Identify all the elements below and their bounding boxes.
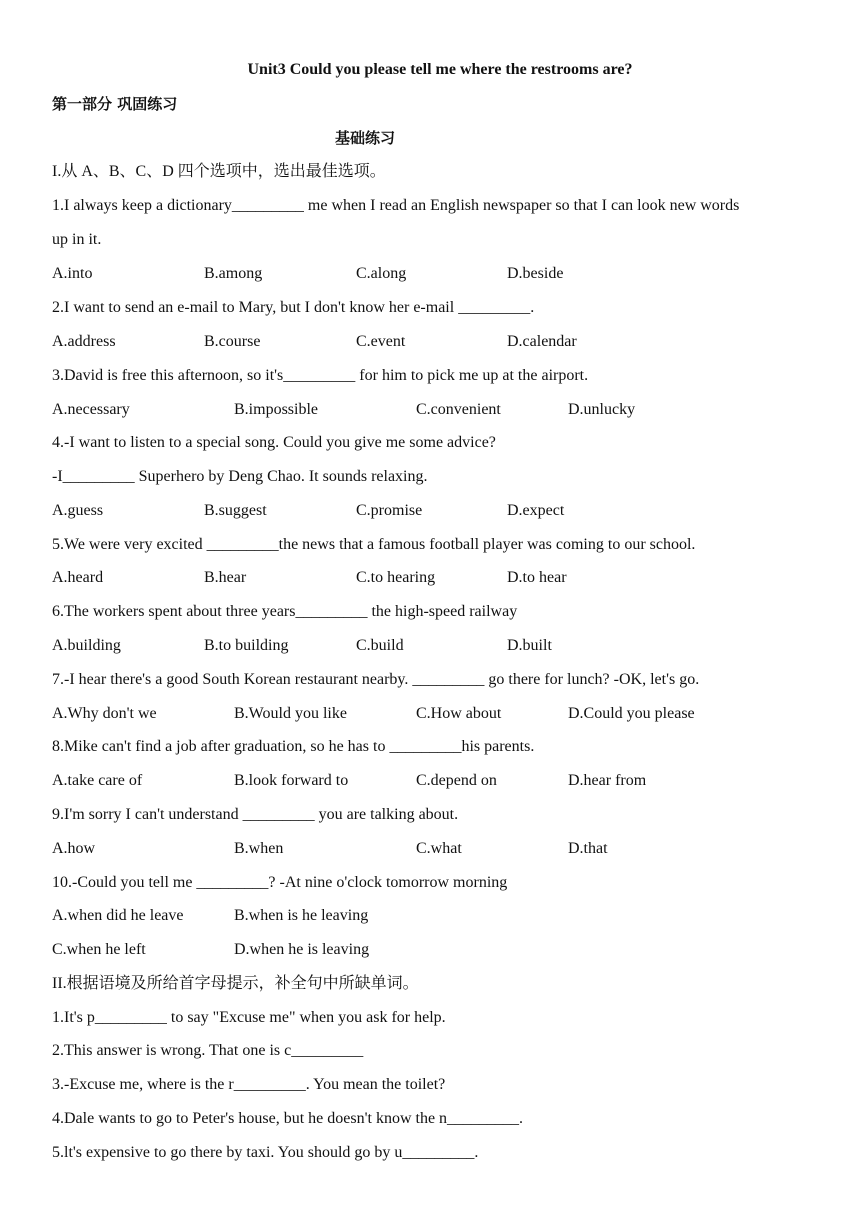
question-1-option-a: A.into [52, 265, 93, 282]
question-8-option-d: D.hear from [568, 772, 647, 789]
question-2-option-a: A.address [52, 333, 116, 350]
question-10-option-b: B.when is he leaving [234, 907, 369, 924]
question-7-text: 7.-I hear there's a good South Korean restaurant nearby. _________ go there for lunch? -OK, let's go. [52, 671, 700, 688]
question-8-text: 8.Mike can't find a job after graduation, so he has to _________his parents. [52, 738, 535, 755]
question-4-option-d: D.expect [507, 502, 565, 519]
sub-heading: 基础练习 [334, 129, 395, 147]
question-1-option-b: B.among [204, 265, 263, 282]
question-5-option-c: C.to hearing [356, 569, 436, 586]
question-1-text: 1.I always keep a dictionary_________ me when I read an English newspaper so that I can look new words [52, 197, 740, 214]
fill-blank-2: 2.This answer is wrong. That one is c_________ [52, 1042, 364, 1059]
question-9-option-c: C.what [416, 840, 462, 857]
part-heading: 第一部分 巩固练习 [52, 95, 178, 113]
question-3-text: 3.David is free this afternoon, so it's_________ for him to pick me up at the airport. [52, 367, 589, 384]
question-5-option-b: B.hear [204, 569, 247, 586]
section1-instruction: I.从 A、B、C、D 四个选项中，选出最佳选项。 [52, 163, 386, 180]
question-9-text: 9.I'm sorry I can't understand _________ you are talking about. [52, 806, 459, 823]
question-6-option-c: C.build [356, 637, 404, 654]
question-2-option-d: D.calendar [507, 333, 577, 350]
question-1-option-c: C.along [356, 265, 407, 282]
question-4-option-a: A.guess [52, 502, 104, 519]
question-4-option-c: C.promise [356, 502, 423, 519]
question-3-option-b: B.impossible [234, 401, 319, 418]
question-1-option-d: D.beside [507, 265, 564, 282]
question-10-option-d: D.when he is leaving [234, 941, 370, 958]
question-8-option-c: C.depend on [416, 772, 497, 789]
question-7-option-c: C.How about [416, 705, 502, 722]
question-10-text: 10.-Could you tell me _________? -At nine o'clock tomorrow morning [52, 874, 508, 891]
fill-blank-3: 3.-Excuse me, where is the r_________. You mean the toilet? [52, 1076, 446, 1093]
question-8-option-a: A.take care of [52, 772, 143, 789]
question-10-option-c: C.when he left [52, 941, 146, 958]
question-5-option-a: A.heard [52, 569, 104, 586]
question-5-text: 5.We were very excited _________the news that a famous football player was coming to our school. [52, 536, 696, 553]
question-6-option-a: A.building [52, 637, 121, 654]
question-9-option-d: D.that [568, 840, 608, 857]
question-4-text-cont: -I_________ Superhero by Deng Chao. It sounds relaxing. [52, 468, 428, 485]
question-7-option-b: B.Would you like [234, 705, 347, 722]
question-6-option-b: B.to building [204, 637, 289, 654]
question-4-option-b: B.suggest [204, 502, 267, 519]
question-6-text: 6.The workers spent about three years_________ the high-speed railway [52, 603, 518, 620]
fill-blank-1: 1.It's p_________ to say "Excuse me" when you ask for help. [52, 1009, 446, 1026]
question-5-option-d: D.to hear [507, 569, 567, 586]
question-9-option-b: B.when [234, 840, 284, 857]
question-2-option-b: B.course [204, 333, 261, 350]
question-9-option-a: A.how [52, 840, 96, 857]
question-4-text: 4.-I want to listen to a special song. Could you give me some advice? [52, 434, 496, 451]
question-7-option-d: D.Could you please [568, 705, 695, 722]
question-2-text: 2.I want to send an e-mail to Mary, but I don't know her e-mail _________. [52, 299, 535, 316]
question-3-option-a: A.necessary [52, 401, 130, 418]
fill-blank-5: 5.lt's expensive to go there by taxi. You should go by u_________. [52, 1144, 479, 1161]
question-2-option-c: C.event [356, 333, 406, 350]
question-1-text-cont: up in it. [52, 231, 102, 248]
section2-instruction: II.根据语境及所给首字母提示，补全句中所缺单词。 [52, 975, 419, 992]
question-7-option-a: A.Why don't we [52, 705, 157, 722]
page-title: Unit3 Could you please tell me where the restrooms are? [247, 61, 633, 78]
question-3-option-d: D.unlucky [568, 401, 636, 418]
question-10-option-a: A.when did he leave [52, 907, 184, 924]
fill-blank-4: 4.Dale wants to go to Peter's house, but he doesn't know the n_________. [52, 1110, 524, 1127]
question-3-option-c: C.convenient [416, 401, 501, 418]
question-6-option-d: D.built [507, 637, 552, 654]
question-8-option-b: B.look forward to [234, 772, 349, 789]
